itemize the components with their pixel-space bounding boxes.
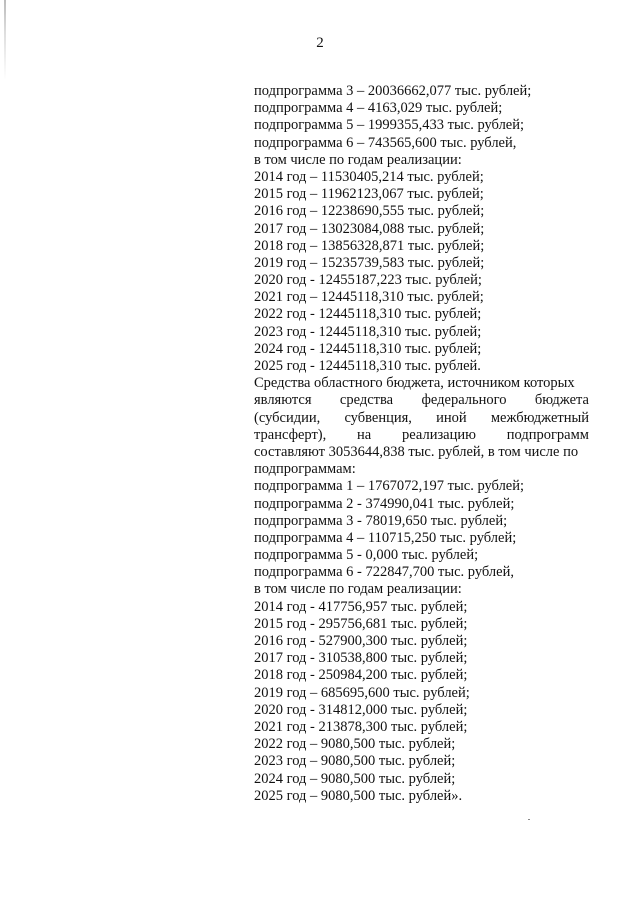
text-line: подпрограмма 5 - 0,000 тыс. рублей; (254, 547, 479, 564)
text-line: 2020 год - 314812,000 тыс. рублей; (254, 701, 468, 718)
text-line: 2025 год - 12445118,310 тыс. рублей. (254, 358, 481, 374)
scan-speck (528, 819, 530, 820)
paragraph-line: подпрограммам: (254, 461, 356, 478)
word: подпрограмм (506, 426, 589, 443)
word: бюджета (534, 392, 589, 409)
text-line: 2019 год – 15235739,583 тыс. рублей; (254, 254, 485, 271)
text-line: 2019 год – 685695,600 тыс. рублей; (254, 684, 470, 701)
text-line: 2018 год – 13856328,871 тыс. рублей; (254, 237, 485, 254)
text-line: подпрограмма 6 – 743565,600 тыс. рублей, (254, 134, 517, 151)
word: межбюджетный (490, 409, 589, 426)
paragraph-line: Средства областного бюджета, источником которых (254, 375, 575, 392)
text-line: 2017 год - 310538,800 тыс. рублей; (254, 650, 468, 667)
text-line: подпрограмма 3 - 78019,650 тыс. рублей; (254, 512, 508, 529)
text-line: 2024 год - 12445118,310 тыс. рублей; (254, 340, 482, 357)
text-line: подпрограмма 4 – 110715,250 тыс. рублей; (254, 529, 517, 546)
text-line: 2014 год – 11530405,214 тыс. рублей; (254, 168, 484, 185)
word: средства (339, 392, 394, 409)
text-line: 2016 год – 12238690,555 тыс. рублей; (254, 203, 485, 220)
page-number: 2 (316, 35, 324, 51)
text-line: 2021 год – 12445118,310 тыс. рублей; (254, 289, 484, 306)
text-line: в том числе по годам реализации: (254, 581, 462, 598)
word: иной (436, 409, 467, 426)
text-line: 2024 год – 9080,500 тыс. рублей; (254, 770, 456, 787)
text-line: подпрограмма 5 – 1999355,433 тыс. рублей; (254, 117, 525, 134)
text-line: подпрограмма 3 – 20036662,077 тыс. рублей; (254, 83, 532, 99)
word: на (357, 426, 372, 443)
paragraph-line-justified (254, 427, 589, 444)
word: трансферт), (254, 426, 327, 443)
text-line: 2021 год - 213878,300 тыс. рублей; (254, 718, 468, 735)
word: субвенция, (344, 409, 412, 426)
text-line: 2020 год - 12455187,223 тыс. рублей; (254, 272, 482, 289)
text-line: подпрограмма 2 - 374990,041 тыс. рублей; (254, 495, 515, 512)
text-line: в том числе по годам реализации: (254, 151, 462, 168)
text-line: 2015 год - 295756,681 тыс. рублей; (254, 615, 468, 632)
block1-list (254, 83, 589, 375)
word: (субсидии, (254, 409, 321, 426)
paragraph-line: составляют 3053644,838 тыс. рублей, в том числе по (254, 443, 579, 460)
text-line: 2023 год – 9080,500 тыс. рублей; (254, 753, 456, 770)
text-line: 2022 год - 12445118,310 тыс. рублей; (254, 306, 482, 323)
text-line: 2016 год - 527900,300 тыс. рублей; (254, 633, 468, 649)
document-body (254, 83, 589, 805)
word: федерального (421, 392, 507, 409)
text-line: 2015 год – 11962123,067 тыс. рублей; (254, 186, 484, 203)
text-line: 2023 год - 12445118,310 тыс. рублей; (254, 323, 482, 340)
text-line: подпрограмма 1 – 1767072,197 тыс. рублей; (254, 478, 525, 495)
funding-paragraph (254, 375, 589, 478)
text-line: подпрограмма 4 – 4163,029 тыс. рублей; (254, 100, 503, 117)
text-line: 2022 год – 9080,500 тыс. рублей; (254, 736, 456, 753)
paragraph-line-justified (254, 392, 589, 409)
word: являются (254, 392, 312, 409)
text-line: 2014 год - 417756,957 тыс. рублей; (254, 598, 468, 615)
text-line: 2025 год – 9080,500 тыс. рублей». (254, 787, 463, 804)
text-line: подпрограмма 6 - 722847,700 тыс. рублей, (254, 564, 514, 581)
text-line: 2018 год - 250984,200 тыс. рублей; (254, 667, 468, 684)
block2-list (254, 478, 589, 805)
word: реализацию (402, 426, 476, 443)
paragraph-line-justified (254, 410, 589, 427)
text-line: 2017 год – 13023084,088 тыс. рублей; (254, 220, 485, 237)
